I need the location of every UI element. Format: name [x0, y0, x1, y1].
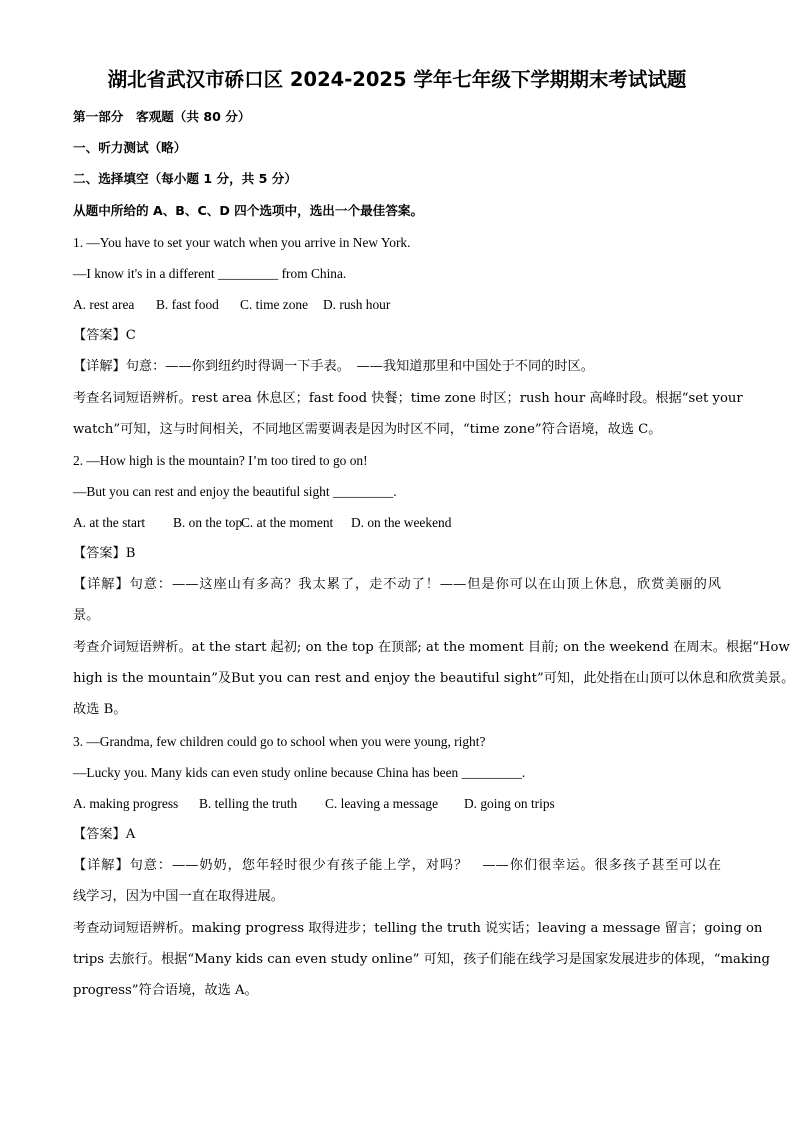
section-heading-listening: 一、听力测试（略）	[73, 140, 187, 155]
analysis-3-line-3: progress”符合语境，故选 A。	[73, 983, 258, 998]
option-b: B. on the top	[173, 515, 243, 530]
analysis-3-line-1: 考查动词短语辨析。making progress 取得进步；telling the truth 说实话；leaving a message 留言；going on	[73, 921, 763, 936]
option-c: C. at the moment	[241, 515, 334, 530]
analysis-1-line-1: 考查名词短语辨析。rest area 休息区；fast food 快餐；time zone 时区；rush hour 高峰时段。根据“set your	[73, 391, 743, 406]
option-b: B. fast food	[156, 297, 219, 312]
question-2-line-2: —But you can rest and enjoy the beautiful sight _________.	[73, 484, 397, 499]
option-c: C. leaving a message	[325, 796, 439, 811]
question-2-options	[73, 513, 721, 533]
analysis-2-line-1: 考查介词短语辨析。at the start 起初; on the top 在顶部; at the moment 目前; on the weekend 在周末。根据“How	[73, 640, 790, 655]
detail-2-line-1: 【详解】句意：——这座山有多高？我太累了，走不动了！——但是你可以在山顶上休息，欣赏美丽的风	[73, 577, 721, 592]
option-d: D. on the weekend	[351, 515, 452, 530]
detail-1-line-1: 【详解】句意：——你到纽约时得调一下手表。 ——我知道那里和中国处于不同的时区。	[73, 359, 594, 374]
analysis-1-line-2: watch”可知，这与时间相关，不同地区需要调表是因为时区不同，“time zone”符合语境，故选 C。	[73, 422, 662, 437]
option-b: B. telling the truth	[199, 796, 298, 811]
section-heading-choice: 二、选择填空（每小题 1 分，共 5 分）	[73, 171, 297, 186]
option-d: D. rush hour	[323, 297, 391, 312]
analysis-3-line-2: trips 去旅行。根据“Many kids can even study online” 可知，孩子们能在线学习是国家发展进步的体现，“making	[73, 952, 770, 967]
option-a: A. rest area	[73, 297, 135, 312]
instruction-text: 从题中所给的 A、B、C、D 四个选项中，选出一个最佳答案。	[73, 203, 424, 218]
answer-3: 【答案】A	[73, 827, 136, 842]
page-title: 湖北省武汉市硚口区 2024-2025 学年七年级下学期期末考试试题	[107, 68, 687, 91]
question-2-line-1: 2. —How high is the mountain? I’m too tired to go on!	[73, 453, 368, 468]
analysis-2-line-2: high is the mountain”及But you can rest and enjoy the beautiful sight”可知，此处指在山顶可以休息和欣赏美景。	[73, 671, 794, 686]
detail-2-line-2: 景。	[73, 608, 100, 623]
analysis-2-line-3: 故选 B。	[73, 702, 127, 717]
answer-1: 【答案】C	[73, 328, 136, 343]
question-3-line-1: 3. —Grandma, few children could go to school when you were young, right?	[73, 734, 486, 749]
question-1-line-2: —I know it's in a different _________ from China.	[73, 266, 347, 281]
part-heading: 第一部分 客观题（共 80 分）	[73, 109, 251, 124]
question-3-line-2: —Lucky you. Many kids can even study online because China has been _________.	[73, 765, 526, 780]
option-d: D. going on trips	[464, 796, 555, 811]
question-1-options	[73, 295, 721, 315]
question-3-options	[73, 794, 721, 814]
option-c: C. time zone	[240, 297, 309, 312]
question-1-line-1: 1. —You have to set your watch when you arrive in New York.	[73, 235, 411, 250]
detail-3-line-2: 线学习，因为中国一直在取得进展。	[73, 889, 284, 904]
option-a: A. making progress	[73, 796, 179, 811]
option-a: A. at the start	[73, 515, 146, 530]
answer-2: 【答案】B	[73, 546, 136, 561]
detail-3-line-1: 【详解】句意：——奶奶，您年轻时很少有孩子能上学，对吗？ ——你们很幸运。很多孩子甚至可以在	[73, 858, 721, 873]
